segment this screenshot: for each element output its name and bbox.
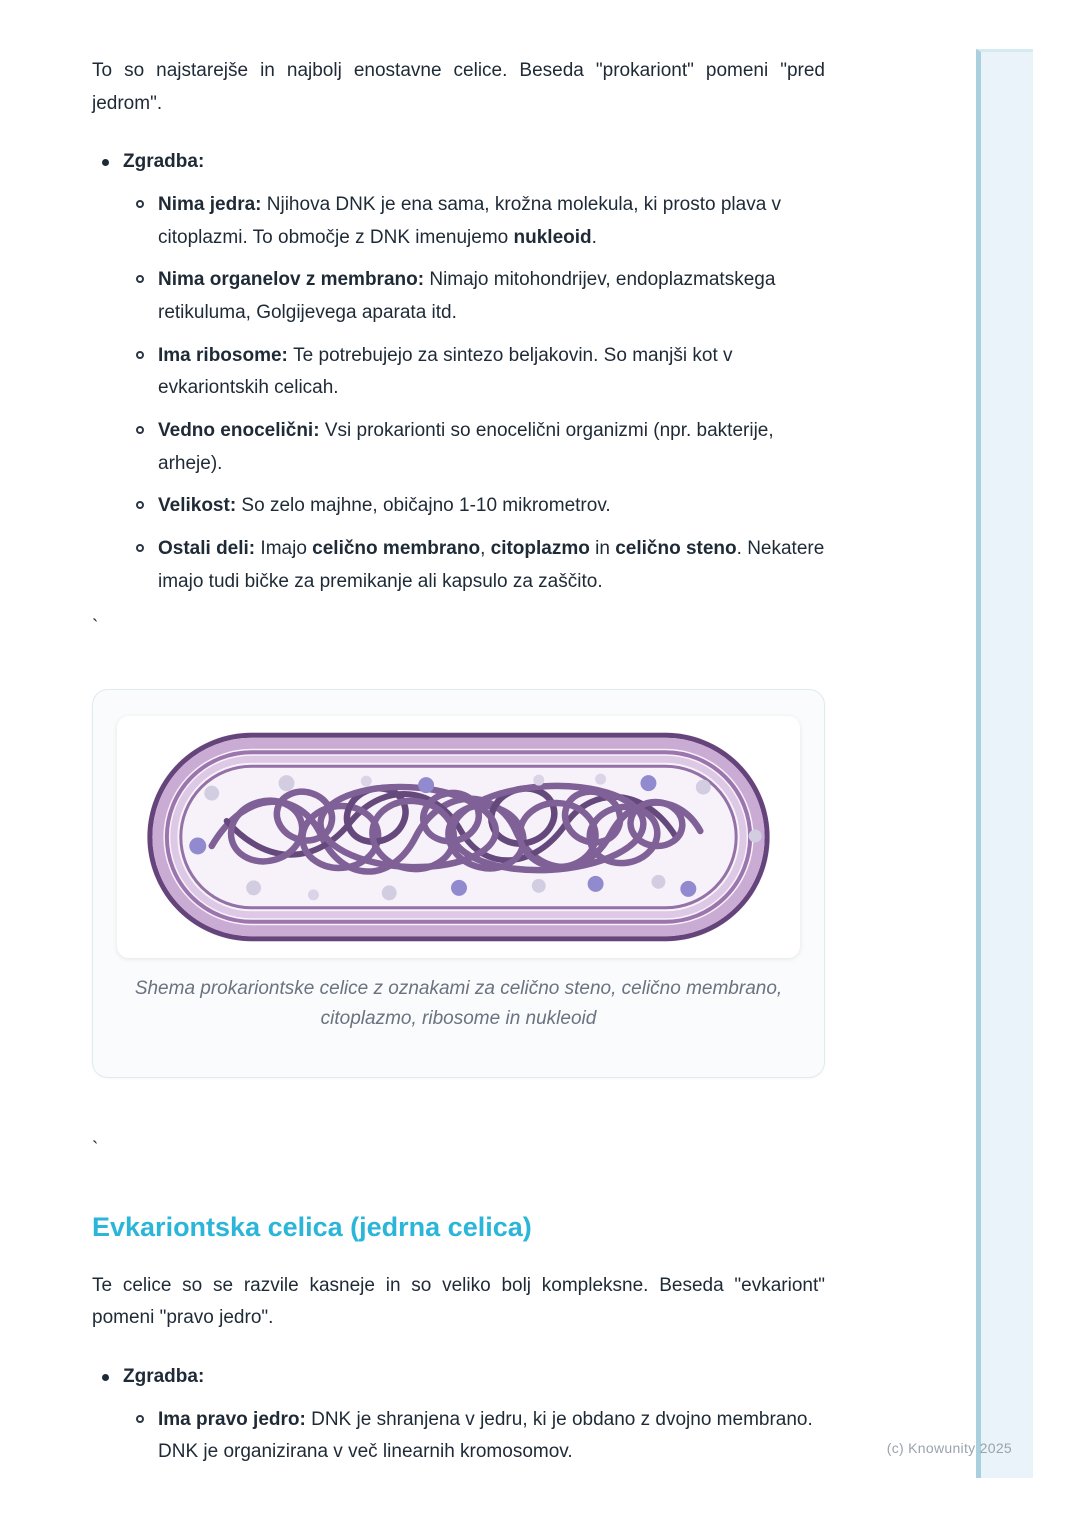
figure-card bbox=[92, 689, 825, 1078]
list-item-text: Imajo bbox=[260, 538, 313, 560]
list-item-zgradba bbox=[92, 146, 825, 598]
list-item-text: Vsi prokarionti so enocelični organizmi (npr. bakterije, arheje). bbox=[158, 420, 774, 474]
list-item bbox=[123, 533, 825, 598]
list-item-term: nukleoid bbox=[513, 226, 592, 248]
list-item-zgradba bbox=[92, 1361, 825, 1469]
eukaryote-structure-list bbox=[92, 1361, 825, 1469]
list-item-term: Ostali deli: bbox=[158, 538, 261, 560]
list-item-term: celično steno bbox=[615, 538, 737, 560]
list-title: Zgradba: bbox=[123, 151, 205, 173]
figure-caption: Shema prokariontske celice z oznakami za celično steno, celično membrano, citoplazmo, ribosome in nukleoid bbox=[134, 978, 783, 1029]
list-item-term: citoplazmo bbox=[490, 538, 590, 560]
list-item-term: Velikost: bbox=[158, 495, 242, 517]
list-item bbox=[123, 264, 825, 329]
list-item-term: Vedno enocelični: bbox=[158, 420, 325, 442]
list-item-term: Nima organelov z membrano: bbox=[158, 269, 430, 291]
list-item-text: . Nekatere imajo tudi bičke za premikanje ali kapsulo za zaščito. bbox=[158, 538, 825, 592]
list-item-text: in bbox=[589, 538, 616, 560]
stray-backtick: ` bbox=[92, 617, 99, 639]
prokaryote-structure-list bbox=[92, 146, 825, 598]
list-title: Zgradba: bbox=[123, 1366, 205, 1388]
prokaryote-cell-illustration bbox=[117, 716, 800, 958]
list-item bbox=[123, 415, 825, 480]
list-item-term: celično membrano bbox=[312, 538, 481, 560]
watermark: (c) Knowunity 2025 bbox=[886, 1440, 1012, 1456]
list-item bbox=[123, 189, 825, 254]
intro-paragraph: To so najstarejše in najbolj enostavne celice. Beseda "prokariont" pomeni "pred jedrom". bbox=[92, 60, 825, 114]
page-edge-strip bbox=[976, 49, 1033, 1478]
stray-backtick: ` bbox=[92, 1139, 99, 1161]
list-item-term: Nima jedra: bbox=[158, 194, 267, 216]
prokaryote-structure-sublist bbox=[123, 189, 825, 598]
list-item-term: Ima pravo jedro: bbox=[158, 1408, 312, 1430]
list-item-text: , bbox=[480, 538, 491, 560]
list-item bbox=[123, 1404, 825, 1469]
list-item-text: DNK je shranjena v jedru, ki je obdano z dvojno membrano. DNK je organizirana v več linearnih kromosomov. bbox=[158, 1408, 813, 1463]
list-item-text: So zelo majhne, običajno 1-10 mikrometrov. bbox=[241, 495, 611, 517]
eukaryote-structure-sublist bbox=[123, 1404, 825, 1469]
list-item bbox=[123, 340, 825, 405]
list-item-text: Nimajo mitohondrijev, endoplazmatskega retikuluma, Golgijevega aparata itd. bbox=[158, 269, 776, 324]
eukaryote-paragraph: Te celice so se razvile kasneje in so veliko bolj kompleksne. Beseda "evkariont" pomeni "pravo jedro". bbox=[92, 1274, 825, 1329]
list-item-text: . bbox=[591, 226, 597, 248]
list-item-text: Te potrebujejo za sintezo beljakovin. So manjši kot v evkariontskih celicah. bbox=[158, 344, 733, 399]
list-item-text: Njihova DNK je ena sama, krožna molekula, ki prosto plava v citoplazmi. To območje z DNK imenujemo bbox=[158, 194, 782, 248]
list-item bbox=[123, 490, 825, 523]
cell-image bbox=[117, 716, 800, 958]
eukaryote-heading: Evkariontska celica (jedrna celica) bbox=[92, 1212, 532, 1243]
list-item-term: Ima ribosome: bbox=[158, 344, 294, 366]
